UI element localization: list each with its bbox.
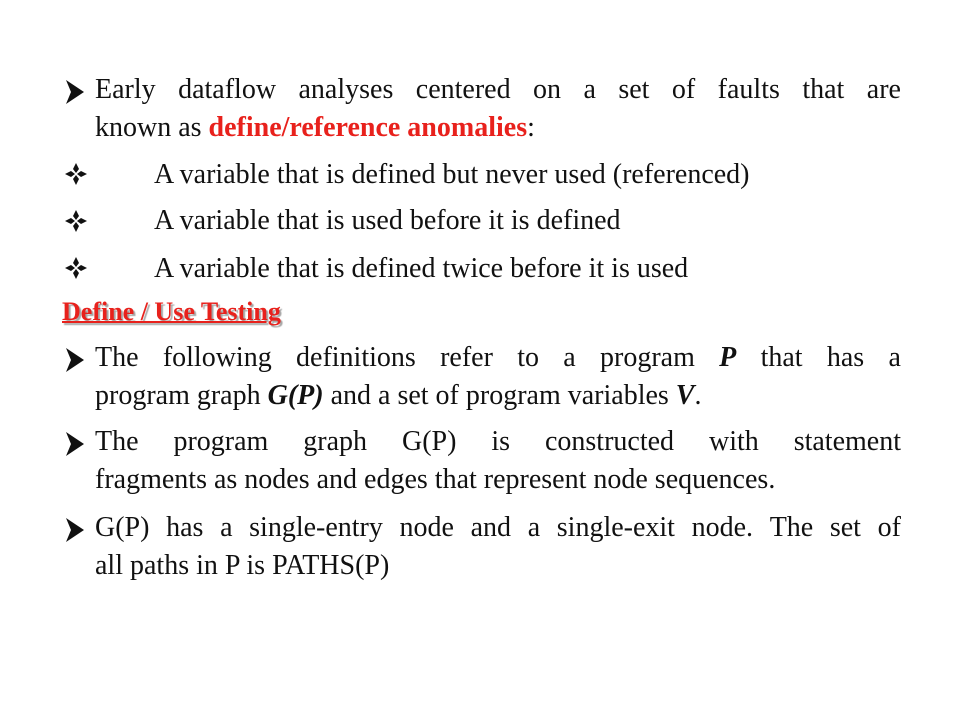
program-symbol: P [719, 342, 737, 373]
arrow-bullet-icon [64, 429, 86, 459]
diamond-bullet-icon [64, 162, 88, 186]
arrow-bullet-icon [64, 77, 86, 107]
diamond-bullet-icon [64, 256, 88, 280]
anomalies-term: define/reference anomalies [208, 112, 528, 143]
word: to [517, 342, 539, 373]
word: node [399, 512, 454, 543]
sub-bullet-3: A variable that is defined twice before it is used [154, 253, 689, 284]
bullet4-line1 [95, 510, 901, 546]
word: The [769, 512, 814, 543]
bullet3-line1 [95, 424, 901, 460]
word: constructed [544, 426, 675, 457]
bullet2-line2 [95, 378, 701, 414]
word: program [600, 342, 695, 373]
word: faults [717, 74, 780, 105]
word: analyses [298, 74, 394, 105]
bullet2-text-mid: and a set of program variables [323, 380, 676, 411]
word: with [708, 426, 759, 457]
word: Early [95, 74, 156, 105]
bullet4-line2: all paths in P is PATHS(P) [95, 550, 390, 581]
variables-symbol: V [675, 380, 695, 411]
word: set [618, 74, 650, 105]
word: that [760, 342, 803, 373]
word: centered [415, 74, 511, 105]
word: a [888, 342, 901, 373]
word: has [826, 342, 865, 373]
word: program [173, 426, 269, 457]
word: a [527, 512, 541, 543]
word: following [162, 342, 272, 373]
bullet2-line1 [95, 340, 901, 376]
word: and [470, 512, 512, 543]
word: of [671, 74, 696, 105]
bullet1-text: known as [95, 112, 209, 143]
period: . [694, 380, 702, 411]
word: a [220, 512, 233, 543]
sub-bullet-2: A variable that is used before it is defined [154, 205, 621, 236]
word: definitions [296, 342, 416, 373]
word: are [866, 74, 901, 105]
arrow-bullet-icon [64, 345, 86, 375]
word: refer [440, 342, 493, 373]
word: statement [793, 426, 901, 457]
word: a [563, 342, 576, 373]
sub-bullet-1: A variable that is defined but never used (referenced) [154, 159, 750, 190]
word: G(P) [401, 426, 457, 457]
word: of [877, 512, 901, 543]
diamond-bullet-icon [64, 209, 88, 233]
word: single-exit [556, 512, 675, 543]
word: that [802, 74, 845, 105]
word: has [166, 512, 204, 543]
word: on [533, 74, 562, 105]
word: The [95, 426, 139, 457]
word: single-entry [249, 512, 383, 543]
word: graph [303, 426, 368, 457]
word: dataflow [178, 74, 277, 105]
word: G(P) [95, 512, 150, 543]
arrow-bullet-icon [64, 515, 86, 545]
word: node. [691, 512, 754, 543]
bullet3-line2: fragments as nodes and edges that represent node sequences. [95, 464, 776, 495]
word: set [829, 512, 861, 543]
bullet1-line2 [95, 110, 535, 146]
bullet1-line1 [95, 72, 901, 108]
bullet2-text: program graph [95, 380, 268, 411]
word: is [491, 426, 511, 457]
colon: : [527, 112, 535, 143]
graph-symbol: G(P) [267, 380, 324, 411]
section-heading: Define / Use Testing [62, 297, 281, 326]
word: The [95, 342, 139, 373]
word: a [583, 74, 596, 105]
